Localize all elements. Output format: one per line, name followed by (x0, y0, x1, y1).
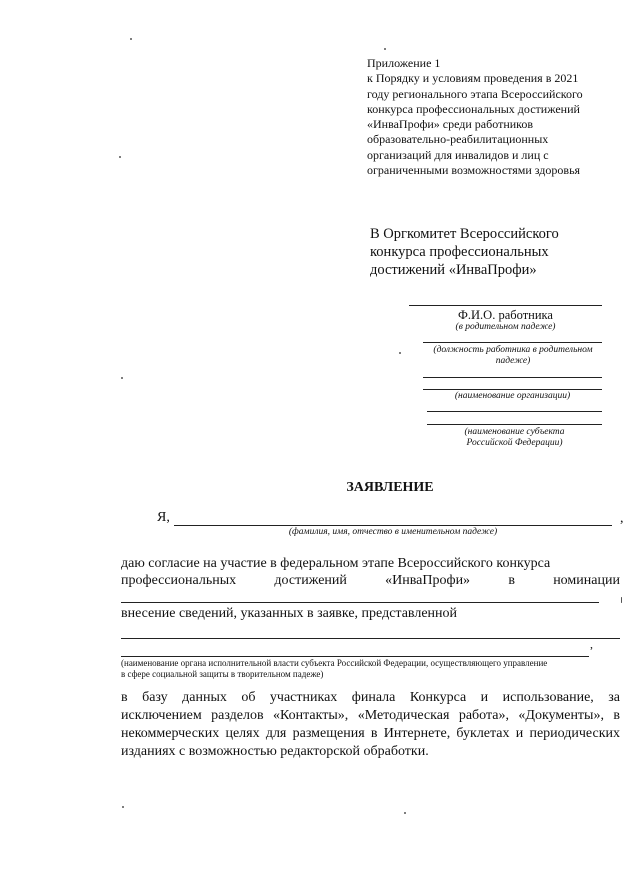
scan-speck (621, 597, 622, 603)
statement-i-label: Я, (157, 510, 170, 525)
sender-name-hint: (в родительном падеже) (455, 322, 556, 332)
appendix-line: Приложение 1 (367, 56, 441, 70)
sender-region-line[interactable] (427, 424, 602, 425)
consent-word: номинации (553, 573, 620, 588)
scan-speck (122, 806, 124, 808)
consent-text-line: даю согласие на участие в федеральном этапе Всероссийского конкурса (121, 556, 551, 571)
scan-speck (384, 48, 386, 50)
nomination-line[interactable] (121, 602, 599, 603)
appendix-line: к Порядку и условиям проведения в 2021 (367, 71, 579, 86)
consent-text-line: некоммерческих целях для размещения в Интернете, буклетах и периодических (121, 726, 620, 741)
appendix-line: году регионального этапа Всероссийского (367, 86, 583, 101)
scan-speck (121, 377, 123, 379)
scan-speck (399, 352, 401, 354)
consent-text-line: в базу данных об участниках финала Конкурса и использование, за (121, 690, 620, 705)
sender-region-hint: (наименование субъекта (464, 427, 565, 437)
sender-position-hint: (должность работника в родительном (433, 345, 593, 355)
applicant-name-comma: , (620, 511, 624, 526)
sender-organization-line-2[interactable] (427, 411, 602, 412)
consent-word: достижений (274, 573, 347, 588)
applicant-name-hint: (фамилия, имя, отчество в именительном падеже) (288, 527, 498, 537)
consent-text-line: внесение сведений, указанных в заявке, представленной (121, 606, 458, 621)
sender-position-line[interactable] (423, 342, 602, 343)
authority-line-2[interactable] (121, 656, 589, 657)
authority-line-comma: , (590, 637, 593, 651)
consent-text-line (121, 573, 620, 589)
appendix-header (367, 56, 629, 178)
addressee-line: достижений «ИнваПрофи» (370, 262, 537, 278)
authority-hint: (наименование органа исполнительной власти субъекта Российской Федерации, осуществляющего управление (121, 658, 548, 668)
sender-name-line[interactable] (409, 305, 602, 306)
scan-speck (130, 38, 132, 40)
applicant-name-line[interactable] (174, 525, 612, 526)
scan-speck (404, 812, 406, 814)
statement-title: ЗАЯВЛЕНИЕ (346, 480, 434, 495)
scan-speck (119, 156, 121, 158)
authority-hint: в сфере социальной защиты в творительном падеже) (121, 669, 324, 679)
authority-line[interactable] (121, 638, 620, 639)
consent-text-line: изданиях с возможностью редакторской обработки. (121, 744, 429, 759)
sender-region-hint: Российской Федерации) (466, 438, 563, 448)
sender-organization-line[interactable] (423, 389, 602, 390)
addressee-block (370, 225, 559, 279)
appendix-line: ограниченными возможностями здоровья (367, 163, 581, 178)
consent-word: профессиональных (121, 573, 237, 588)
addressee-line: В Оргкомитет Всероссийского (370, 226, 559, 242)
consent-word: «ИнваПрофи» (385, 573, 471, 588)
appendix-line: конкурса профессиональных достижений (367, 101, 580, 116)
sender-position-hint: падеже) (495, 356, 531, 366)
appendix-line: образовательно-реабилитационных (367, 132, 549, 147)
sender-position-line-2[interactable] (423, 377, 602, 378)
appendix-line: организаций для инвалидов и лиц с (367, 147, 549, 162)
consent-text-line: исключением разделов «Контакты», «Методическая работа», «Документы», в (121, 708, 620, 723)
appendix-line: «ИнваПрофи» среди работников (367, 117, 534, 132)
consent-word: в (508, 573, 515, 588)
sender-name-label: Ф.И.О. работника (458, 308, 553, 322)
sender-organization-hint: (наименование организации) (454, 391, 571, 401)
addressee-line: конкурса профессиональных (370, 244, 549, 260)
